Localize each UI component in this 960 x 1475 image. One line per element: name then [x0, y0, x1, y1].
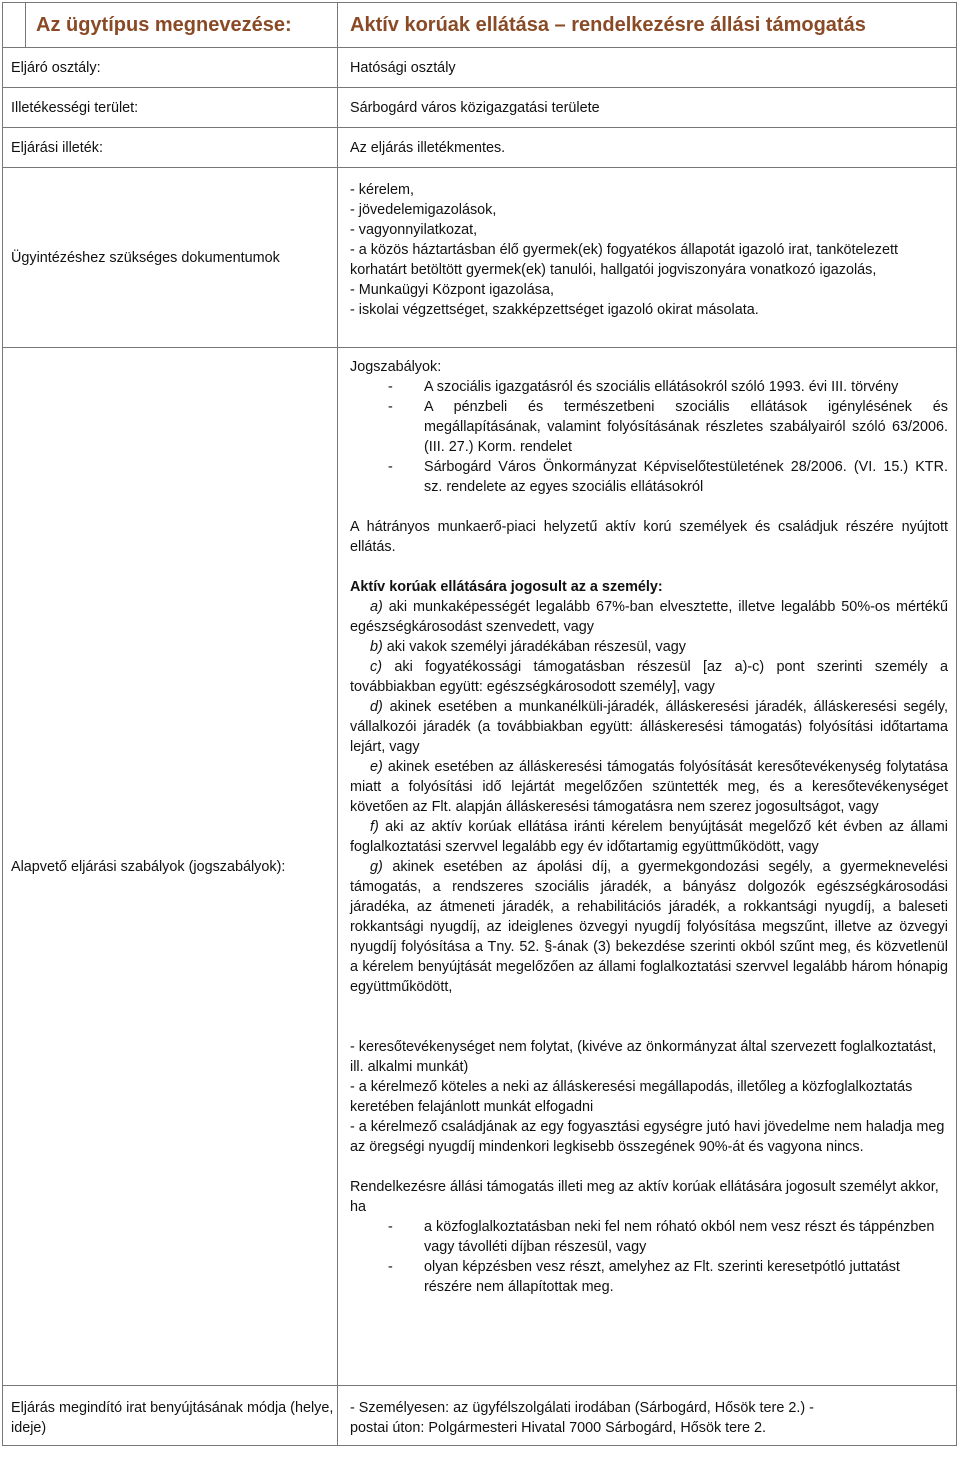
- fee-row: [3, 128, 957, 168]
- law-item: - A szociális igazgatásról és szociális ellátásokról szóló 1993. évi III. törvény: [388, 379, 899, 395]
- documents-row: [3, 168, 957, 348]
- department-label: Eljáró osztály:: [11, 59, 101, 76]
- department-value: Hatósági osztály: [350, 59, 456, 76]
- submission-row: [3, 1386, 957, 1446]
- rules-label: Alapvető eljárási szabályok (jogszabályok):: [11, 858, 286, 875]
- availability-list: [350, 1217, 948, 1297]
- documents-label: Ügyintézéshez szükséges dokumentumok: [11, 249, 280, 266]
- condition-item: - a kérelmező köteles a neki az álláskeresési megállapodás, illetőleg a közfoglalkoztatás keretében felajánlott munkát elfogadni: [350, 1079, 913, 1115]
- eligible-title: Aktív korúak ellátására jogosult az a személy:: [350, 579, 663, 595]
- fee-value: Az eljárás illetékmentes.: [350, 139, 506, 156]
- document-item: - jövedelemigazolások,: [350, 202, 497, 218]
- law-item: - A pénzbeli és természetbeni szociális ellátások igénylésének és megállapításának, valamint folyósításának részletes szabályairól szóló 63/2006. (III. 27.) Korm. rendelet: [388, 399, 948, 455]
- document-item: - kérelem,: [350, 182, 414, 198]
- intro-text: A hátrányos munkaerő-piaci helyzetű aktív korú személyek és családjuk részére nyújtott ellátás.: [350, 519, 948, 555]
- laws-title: Jogszabályok:: [350, 359, 442, 375]
- document-item: - a közös háztartásban élő gyermek(ek) fogyatékos állapotát igazoló irat, tankötelezett korhatárt betöltött gyermek(ek) tanulói, hallgatói jogviszonyára vonatkozó igazolás,: [350, 242, 898, 278]
- eligible-item-c: c) aki fogyatékossági támogatásban részesül [az a)-c) pont szerinti személy a továbbiakban együtt: egészségkárosodott személy], vagy: [350, 659, 948, 695]
- header-row: [3, 3, 957, 48]
- submission-line: - Személyesen: az ügyfélszolgálati irodában (Sárbogárd, Hősök tere 2.) -: [350, 1400, 814, 1416]
- law-item: - Sárbogárd Város Önkormányzat Képviselőtestületének 28/2006. (VI. 15.) KTR. sz. rendelete az egyes szociális ellátásokról: [388, 459, 948, 495]
- eligible-item-a: a) aki munkaképességét legalább 67%-ban elvesztette, illetve legalább 50%-os mértékű egészségkárosodást szenvedett, vagy: [350, 599, 948, 635]
- rules-content: [338, 348, 956, 1297]
- conditions-list: [350, 1037, 948, 1157]
- document-item: - iskolai végzettséget, szakképzettséget igazoló okirat másolata.: [350, 302, 759, 318]
- procedure-table: [2, 2, 957, 1446]
- header-spacer: [3, 3, 26, 48]
- case-type-title: Aktív korúak ellátása – rendelkezésre állási támogatás: [350, 14, 866, 36]
- eligible-item-e: e) akinek esetében az álláskeresési támogatás folyósítását keresőtevékenység folytatása miatt a folyósítási idő lejártát megelőzően szüntették meg, és a keresőtevékenységet követően az Flt. alapján álláskeresési támogatásra nem szerez jogosultságot, vagy: [350, 759, 948, 815]
- documents-list: [338, 168, 956, 320]
- rules-row: [3, 348, 957, 1386]
- header-label: Az ügytípus megnevezése:: [36, 14, 292, 36]
- submission-line: postai úton: Polgármesteri Hivatal 7000 Sárbogárd, Hősök tere 2.: [350, 1420, 766, 1436]
- department-row: [3, 48, 957, 88]
- submission-label: Eljárás megindító irat benyújtásának módja (helye, ideje): [11, 1400, 334, 1436]
- jurisdiction-row: [3, 88, 957, 128]
- eligible-item-b: b) aki vakok személyi járadékában részesül, vagy: [370, 639, 686, 655]
- document-frame: [2, 2, 957, 1472]
- jurisdiction-label: Illetékességi terület:: [11, 99, 139, 116]
- condition-item: - keresőtevékenységet nem folytat, (kivéve az önkormányzat által szervezett foglalkoztatást, ill. alkalmi munkát): [350, 1039, 937, 1075]
- eligible-item-g: g) akinek esetében az ápolási díj, a gyermekgondozási segély, a gyermeknevelési támogatás, a rendszeres szociális járadék, a bányász dolgozók egészségkárosodási járadéka, az átmeneti járadék, a rehabilitációs járadék, a rokkantsági nyugdíj, a baleseti rokkantsági nyugdíj, az ideiglenes özvegyi nyugdíj folyósítása megszűnt, illetve az özvegyi nyugdíj folyósítása a Tny. 52. §-ának (3) bekezdése szerinti okból szűnt meg, és közvetlenül a kérelem benyújtását megelőzően az állami foglalkoztatási szervvel legalább három hónapig együttműködött,: [350, 859, 948, 995]
- jurisdiction-value: Sárbogárd város közigazgatási területe: [350, 99, 600, 116]
- availability-item: - a közfoglalkoztatásban neki fel nem róható okból nem vesz részt és táppénzben vagy távolléti díjban részesül, vagy: [388, 1219, 935, 1255]
- eligible-item-d: d) akinek esetében a munkanélküli-járadék, álláskeresési járadék, álláskeresési segély, vállalkozói járadék (a továbbiakban együtt: álláskeresési támogatás) folyósítási időtartama lejárt, vagy: [350, 699, 948, 755]
- submission-text: [338, 1386, 956, 1438]
- condition-item: - a kérelmező családjának az egy fogyasztási egységre jutó havi jövedelme nem haladja meg az öregségi nyugdíj mindenkori legkisebb összegének 90%-át és vagyona nincs.: [350, 1119, 945, 1155]
- eligible-item-f: f) aki az aktív korúak ellátása iránti kérelem benyújtását megelőző két évben az állami foglalkoztatási szervvel legalább egy év időtartamig együttműködött, vagy: [350, 819, 948, 855]
- availability-item: - olyan képzésben vesz részt, amelyhez az Flt. szerinti keresetpótló juttatást részére nem állapítottak meg.: [388, 1259, 900, 1295]
- laws-list: [350, 377, 948, 497]
- availability-title: Rendelkezésre állási támogatás illeti meg az aktív korúak ellátására jogosult személyt akkor, ha: [350, 1179, 939, 1215]
- document-item: - vagyonnyilatkozat,: [350, 222, 478, 238]
- fee-label: Eljárási illeték:: [11, 139, 103, 156]
- document-item: - Munkaügyi Központ igazolása,: [350, 282, 554, 298]
